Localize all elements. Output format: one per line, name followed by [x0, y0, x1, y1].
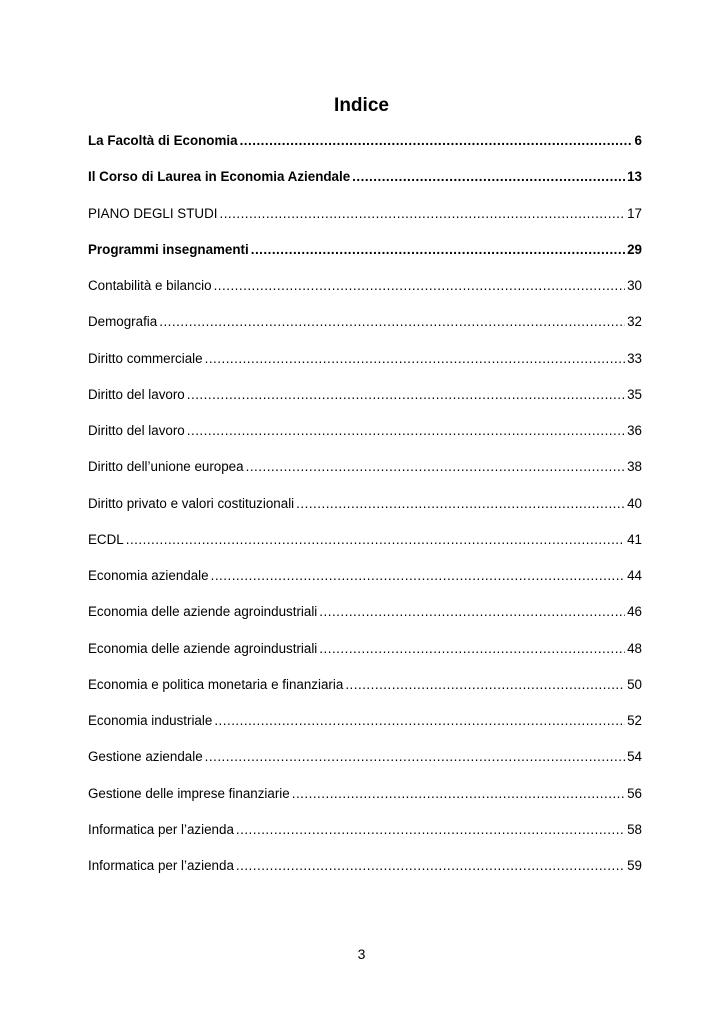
toc-entry-label: Informatica per l’azienda — [88, 858, 234, 873]
toc-entry[interactable] — [88, 351, 642, 387]
toc-entry-label: Diritto del lavoro — [88, 386, 185, 402]
toc-entry[interactable] — [88, 278, 642, 314]
toc-entry-page: 30 — [627, 278, 642, 293]
toc-entry-label: Economia e politica monetaria e finanziaria — [88, 676, 344, 692]
toc-entry-label: Economia aziendale — [88, 568, 209, 583]
toc-entry[interactable] — [88, 532, 642, 568]
toc-entry-label: Gestione delle imprese finanziarie — [88, 785, 290, 801]
toc-entry-label: ECDL — [88, 531, 124, 547]
toc-entry-page: 17 — [627, 205, 642, 221]
toc-leader-dots — [187, 423, 625, 438]
toc-entry-page: 41 — [627, 531, 642, 547]
toc-entry[interactable] — [88, 786, 642, 822]
toc-entry[interactable] — [88, 169, 642, 205]
toc-entry[interactable] — [88, 133, 642, 169]
toc-entry[interactable] — [88, 387, 642, 423]
toc-entry-page: 56 — [627, 785, 642, 801]
toc-leader-dots — [205, 749, 625, 764]
toc-leader-dots — [319, 604, 625, 619]
toc-entry-page: 50 — [627, 676, 642, 692]
toc-leader-dots — [214, 278, 626, 293]
toc-entry-page: 13 — [627, 169, 642, 185]
toc-entry-label: Diritto dell’unione europea — [88, 459, 244, 475]
toc-entry-page: 54 — [627, 749, 642, 765]
toc-entry-page: 6 — [634, 133, 642, 148]
toc-entry-label: Diritto commerciale — [88, 350, 203, 366]
toc-entry[interactable] — [88, 604, 642, 640]
toc-entry[interactable] — [88, 423, 642, 459]
toc-leader-dots — [211, 568, 625, 583]
toc-leader-dots — [126, 532, 625, 547]
table-of-contents — [88, 133, 642, 894]
toc-entry[interactable] — [88, 677, 642, 713]
toc-leader-dots — [246, 459, 626, 474]
toc-entry[interactable] — [88, 822, 642, 858]
toc-leader-dots — [236, 858, 625, 873]
toc-entry-page: 32 — [627, 314, 642, 330]
toc-leader-dots — [236, 822, 625, 837]
toc-entry-page: 48 — [627, 640, 642, 656]
toc-leader-dots — [240, 133, 633, 148]
toc-entry-label: Diritto del lavoro — [88, 423, 185, 438]
toc-entry-page: 59 — [627, 858, 642, 873]
toc-leader-dots — [159, 314, 625, 329]
toc-leader-dots — [296, 496, 625, 511]
toc-leader-dots — [345, 677, 625, 692]
toc-entry-page: 38 — [627, 459, 642, 475]
toc-entry-page: 40 — [627, 495, 642, 511]
toc-leader-dots — [251, 242, 625, 257]
toc-entry-label: Economia industriale — [88, 713, 213, 728]
toc-entry-label: Diritto privato e valori costituzionali — [88, 495, 295, 511]
toc-entry[interactable] — [88, 459, 642, 495]
toc-entry[interactable] — [88, 641, 642, 677]
toc-entry-label: Economia delle aziende agroindustriali — [88, 640, 318, 656]
toc-entry-label: PIANO DEGLI STUDI — [88, 205, 218, 221]
toc-entry-label: Contabilità e bilancio — [88, 278, 212, 293]
toc-entry[interactable] — [88, 749, 642, 785]
toc-entry-label: Economia delle aziende agroindustriali — [88, 604, 318, 620]
toc-entry-label: Gestione aziendale — [88, 749, 203, 765]
toc-entry[interactable] — [88, 568, 642, 604]
toc-entry-label: Programmi insegnamenti — [88, 241, 249, 257]
toc-entry-label: Il Corso di Laurea in Economia Aziendale — [88, 169, 351, 185]
toc-leader-dots — [292, 786, 625, 801]
toc-leader-dots — [219, 206, 625, 221]
toc-leader-dots — [187, 387, 625, 402]
toc-entry-label: La Facoltà di Economia — [88, 133, 238, 148]
toc-entry-page: 44 — [627, 568, 642, 583]
toc-entry-label: Demografia — [88, 314, 158, 330]
toc-leader-dots — [319, 641, 625, 656]
toc-entry-label: Informatica per l’azienda — [88, 821, 234, 837]
toc-entry[interactable] — [88, 858, 642, 894]
toc-entry[interactable] — [88, 713, 642, 749]
toc-leader-dots — [205, 351, 626, 366]
toc-entry[interactable] — [88, 242, 642, 278]
toc-entry-page: 46 — [627, 604, 642, 620]
toc-entry-page: 58 — [627, 821, 642, 837]
toc-entry-page: 36 — [627, 423, 642, 438]
toc-entry[interactable] — [88, 314, 642, 350]
toc-entry[interactable] — [88, 496, 642, 532]
page-number: 3 — [357, 946, 366, 962]
toc-entry-page: 33 — [627, 350, 642, 366]
page-title: Indice — [334, 95, 389, 116]
toc-entry[interactable] — [88, 206, 642, 242]
toc-entry-page: 29 — [627, 241, 642, 257]
toc-leader-dots — [214, 713, 625, 728]
toc-leader-dots — [352, 169, 625, 184]
toc-entry-page: 52 — [627, 713, 642, 728]
toc-entry-page: 35 — [627, 386, 642, 402]
